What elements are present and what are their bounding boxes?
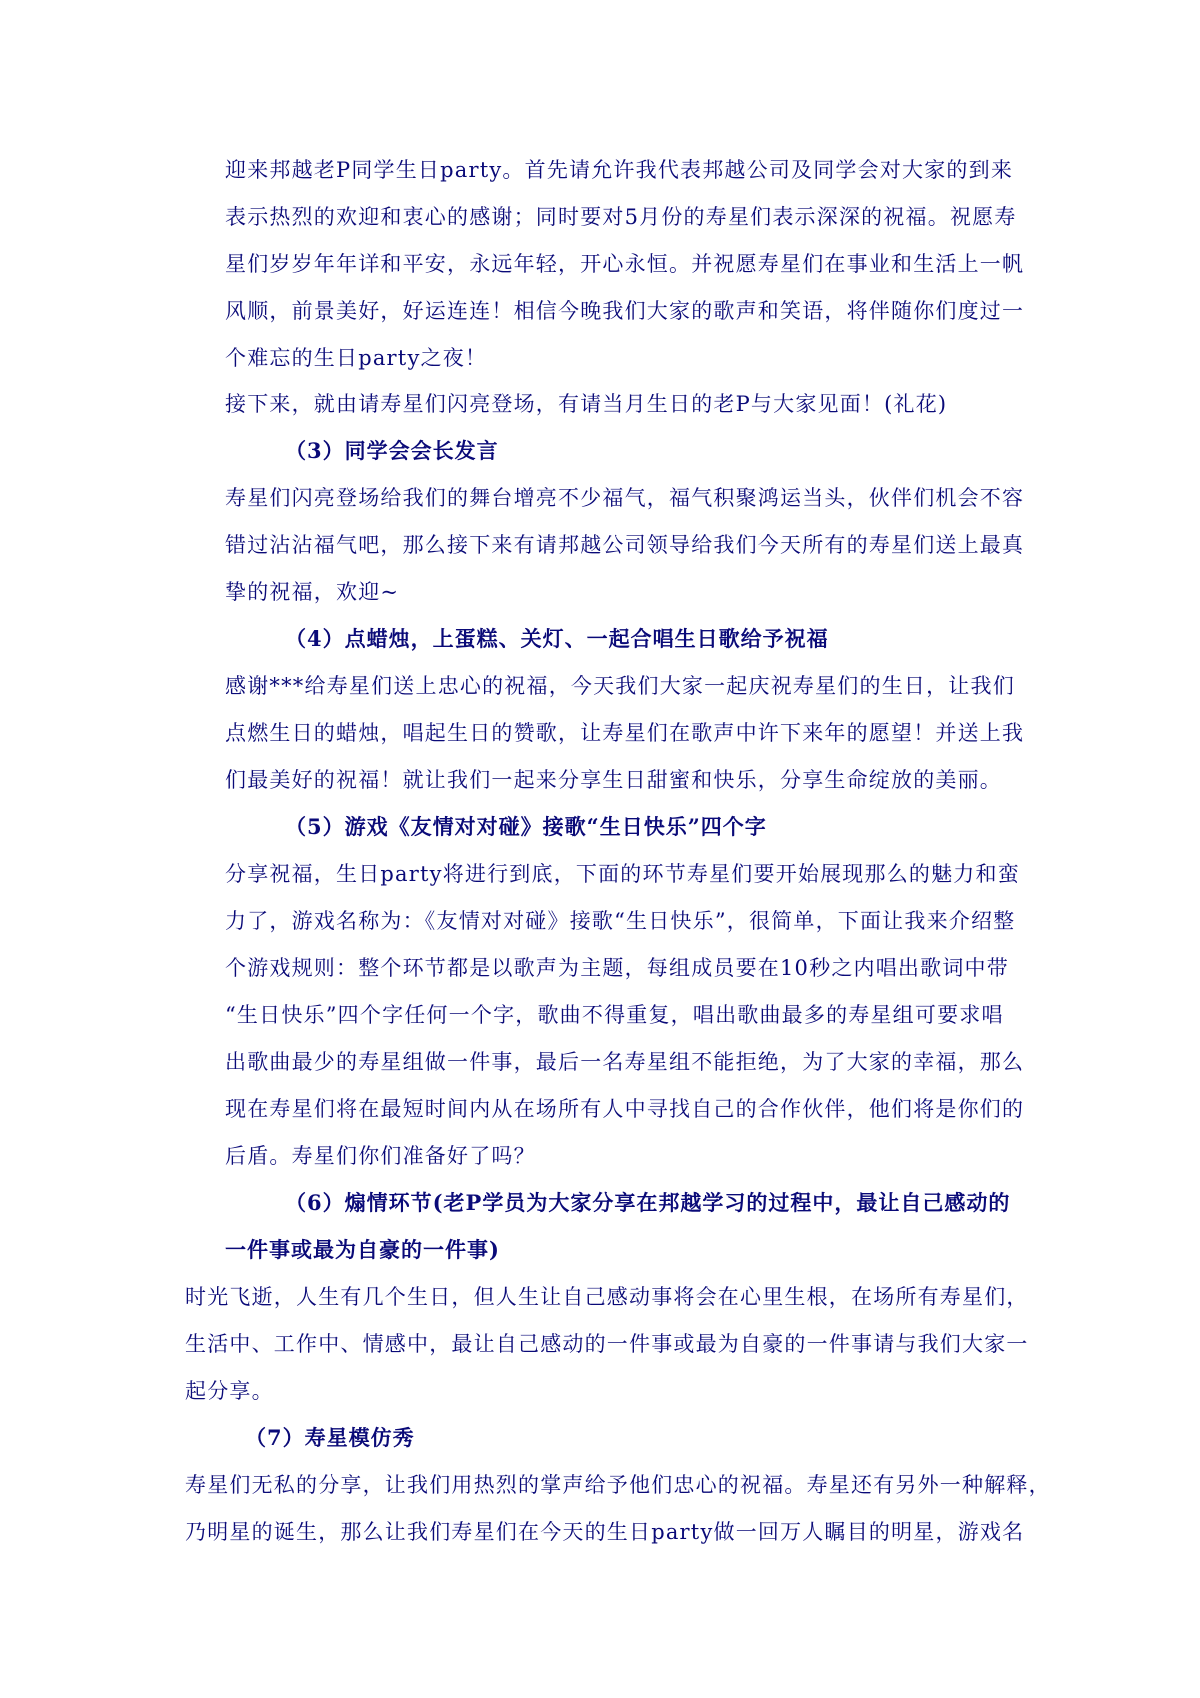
section7-heading: （7）寿星模仿秀 xyxy=(245,1425,415,1450)
section4-line-2: 点燃生日的蜡烛，唱起生日的赞歌，让寿星们在歌声中许下来年的愿望！并送上我 xyxy=(225,721,1025,745)
section5-line-4: “生日快乐”四个字任何一个字，歌曲不得重复，唱出歌曲最多的寿星组可要求唱 xyxy=(225,1003,1004,1027)
section5-line-1: 分享祝福，生日party将进行到底，下面的环节寿星们要开始展现那么的魅力和蛮 xyxy=(225,862,1020,886)
section4-line-1: 感谢***给寿星们送上忠心的祝福，今天我们大家一起庆祝寿星们的生日，让我们 xyxy=(225,674,1015,698)
intro-line-4: 风顺，前景美好，好运连连！相信今晚我们大家的歌声和笑语，将伴随你们度过一 xyxy=(225,299,1025,323)
section6-heading-line-2: 一件事或最为自豪的一件事) xyxy=(225,1237,500,1262)
section5-heading: （5）游戏《友情对对碰》接歌“生日快乐”四个字 xyxy=(285,814,767,839)
section7-line-1: 寿星们无私的分享，让我们用热烈的掌声给予他们忠心的祝福。寿星还有另外一种解释， xyxy=(185,1473,1051,1497)
section3-heading: （3）同学会会长发言 xyxy=(285,438,499,463)
section6-line-3: 起分享。 xyxy=(185,1379,274,1403)
intro-line-1: 迎来邦越老P同学生日party。首先请允许我代表邦越公司及同学会对大家的到来 xyxy=(225,158,1014,182)
intro-line-3: 星们岁岁年年详和平安，永远年轻，开心永恒。并祝愿寿星们在事业和生活上一帆 xyxy=(225,252,1025,276)
section4-line-3: 们最美好的祝福！就让我们一起来分享生日甜蜜和快乐，分享生命绽放的美丽。 xyxy=(225,768,1002,792)
intro-line-6: 接下来，就由请寿星们闪亮登场，有请当月生日的老P与大家见面！(礼花) xyxy=(225,392,948,416)
section3-line-1: 寿星们闪亮登场给我们的舞台增亮不少福气，福气积聚鸿运当头，伙伴们机会不容 xyxy=(225,486,1025,510)
section6-line-1: 时光飞逝，人生有几个生日，但人生让自己感动事将会在心里生根，在场所有寿星们， xyxy=(185,1285,1029,1309)
section5-line-2: 力了，游戏名称为：《友情对对碰》接歌“生日快乐”，很简单，下面让我来介绍整 xyxy=(225,909,1016,933)
section5-line-3: 个游戏规则：整个环节都是以歌声为主题，每组成员要在10秒之内唱出歌词中带 xyxy=(225,956,1009,980)
section3-line-2: 错过沾沾福气吧，那么接下来有请邦越公司领导给我们今天所有的寿星们送上最真 xyxy=(225,533,1025,557)
intro-line-5: 个难忘的生日party之夜！ xyxy=(225,346,488,370)
section5-line-6: 现在寿星们将在最短时间内从在场所有人中寻找自己的合作伙伴，他们将是你们的 xyxy=(225,1097,1025,1121)
intro-line-2: 表示热烈的欢迎和衷心的感谢；同时要对5月份的寿星们表示深深的祝福。祝愿寿 xyxy=(225,205,1017,229)
section5-line-7: 后盾。寿星们你们准备好了吗？ xyxy=(225,1144,536,1168)
section3-line-3: 挚的祝福，欢迎~ xyxy=(225,580,400,604)
section7-line-2: 乃明星的诞生，那么让我们寿星们在今天的生日party做一回万人瞩目的明星，游戏名 xyxy=(185,1520,1025,1544)
section4-heading: （4）点蜡烛，上蛋糕、关灯、一起合唱生日歌给予祝福 xyxy=(285,626,829,651)
section6-heading-line-1: （6）煽情环节(老P学员为大家分享在邦越学习的过程中，最让自己感动的 xyxy=(285,1190,1011,1215)
section6-line-2: 生活中、工作中、情感中，最让自己感动的一件事或最为自豪的一件事请与我们大家一 xyxy=(185,1332,1029,1356)
section5-line-5: 出歌曲最少的寿星组做一件事，最后一名寿星组不能拒绝，为了大家的幸福，那么 xyxy=(225,1050,1025,1074)
